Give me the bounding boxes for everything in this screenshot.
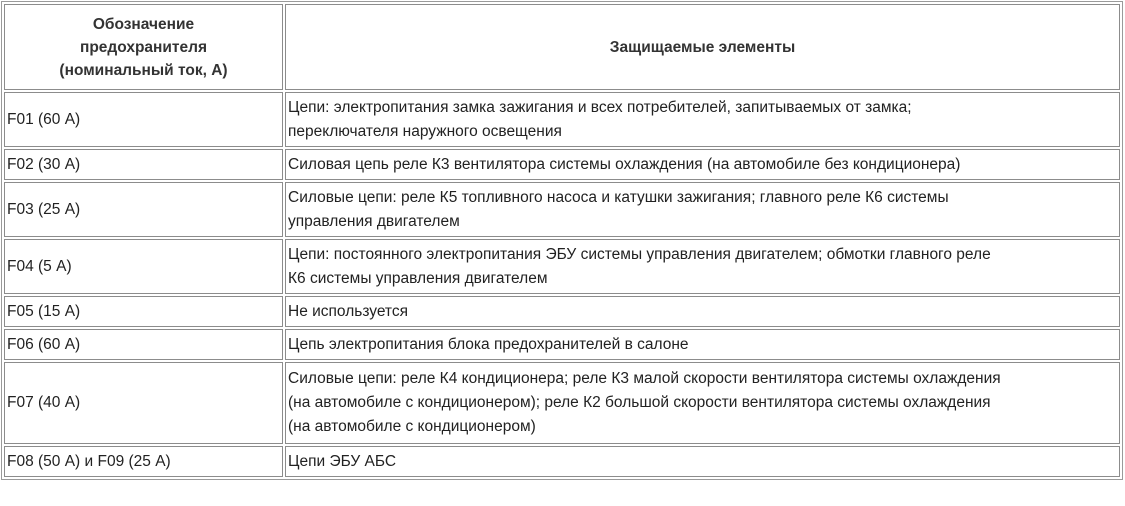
elements-cell bbox=[285, 446, 1120, 477]
elements-line: (на автомобиле с кондиционером) bbox=[288, 418, 536, 435]
header-fuse-designation bbox=[4, 4, 283, 90]
elements-line: Цепи ЭБУ АБС bbox=[288, 452, 397, 470]
fuse-cell: F08 (50 А) и F09 (25 А) bbox=[4, 446, 283, 477]
table-row bbox=[4, 149, 1120, 180]
table-row bbox=[4, 239, 1120, 294]
elements-cell bbox=[285, 92, 1120, 147]
fuse-cell: F02 (30 А) bbox=[4, 149, 283, 180]
table-row bbox=[4, 329, 1120, 360]
table-row bbox=[4, 92, 1120, 147]
fuse-cell: F05 (15 А) bbox=[4, 296, 283, 327]
fuse-cell: F06 (60 А) bbox=[4, 329, 283, 360]
elements-cell bbox=[285, 362, 1120, 444]
elements-line: Не используется bbox=[288, 302, 409, 320]
elements-line: Силовая цепь реле К3 вентилятора системы охлаждения (на автомобиле без кондиционера) bbox=[288, 155, 961, 173]
header-fuse-line-3: (номинальный ток, А) bbox=[59, 61, 228, 79]
elements-line: управления двигателем bbox=[288, 212, 460, 230]
header-fuse-line-2: предохранителя bbox=[79, 38, 208, 56]
table-row bbox=[4, 182, 1120, 237]
table-row bbox=[4, 362, 1120, 444]
header-protected-elements bbox=[285, 4, 1120, 90]
header-elements-label: Защищаемые элементы bbox=[609, 38, 796, 56]
elements-line: Цепи: постоянного электропитания ЭБУ системы управления двигателем; обмотки главного реле bbox=[288, 245, 991, 263]
fuse-cell: F01 (60 А) bbox=[4, 92, 283, 147]
elements-cell bbox=[285, 149, 1120, 180]
elements-cell bbox=[285, 329, 1120, 360]
header-fuse-line-1: Обозначение bbox=[92, 15, 195, 33]
table-row bbox=[4, 296, 1120, 327]
elements-line: Цепи: электропитания замка зажигания и всех потребителей, запитываемых от замка; bbox=[288, 98, 912, 116]
table-row bbox=[4, 446, 1120, 477]
table-header-row bbox=[4, 4, 1120, 90]
elements-cell bbox=[285, 239, 1120, 294]
elements-line: (на автомобиле с кондиционером); реле К2 большой скорости вентилятора системы охлаждения bbox=[288, 394, 991, 411]
fuse-cell: F07 (40 А) bbox=[4, 362, 283, 444]
elements-line: К6 системы управления двигателем bbox=[288, 269, 548, 287]
elements-line: Силовые цепи: реле К4 кондиционера; реле К3 малой скорости вентилятора системы охлаждения bbox=[288, 370, 1001, 387]
fuse-cell: F03 (25 А) bbox=[4, 182, 283, 237]
elements-line: переключателя наружного освещения bbox=[288, 122, 562, 140]
fuse-cell: F04 (5 А) bbox=[4, 239, 283, 294]
elements-cell bbox=[285, 296, 1120, 327]
fuse-table bbox=[1, 1, 1123, 480]
elements-cell bbox=[285, 182, 1120, 237]
elements-line: Силовые цепи: реле К5 топливного насоса и катушки зажигания; главного реле К6 системы bbox=[288, 188, 949, 206]
elements-line: Цепь электропитания блока предохранителей в салоне bbox=[288, 335, 689, 353]
